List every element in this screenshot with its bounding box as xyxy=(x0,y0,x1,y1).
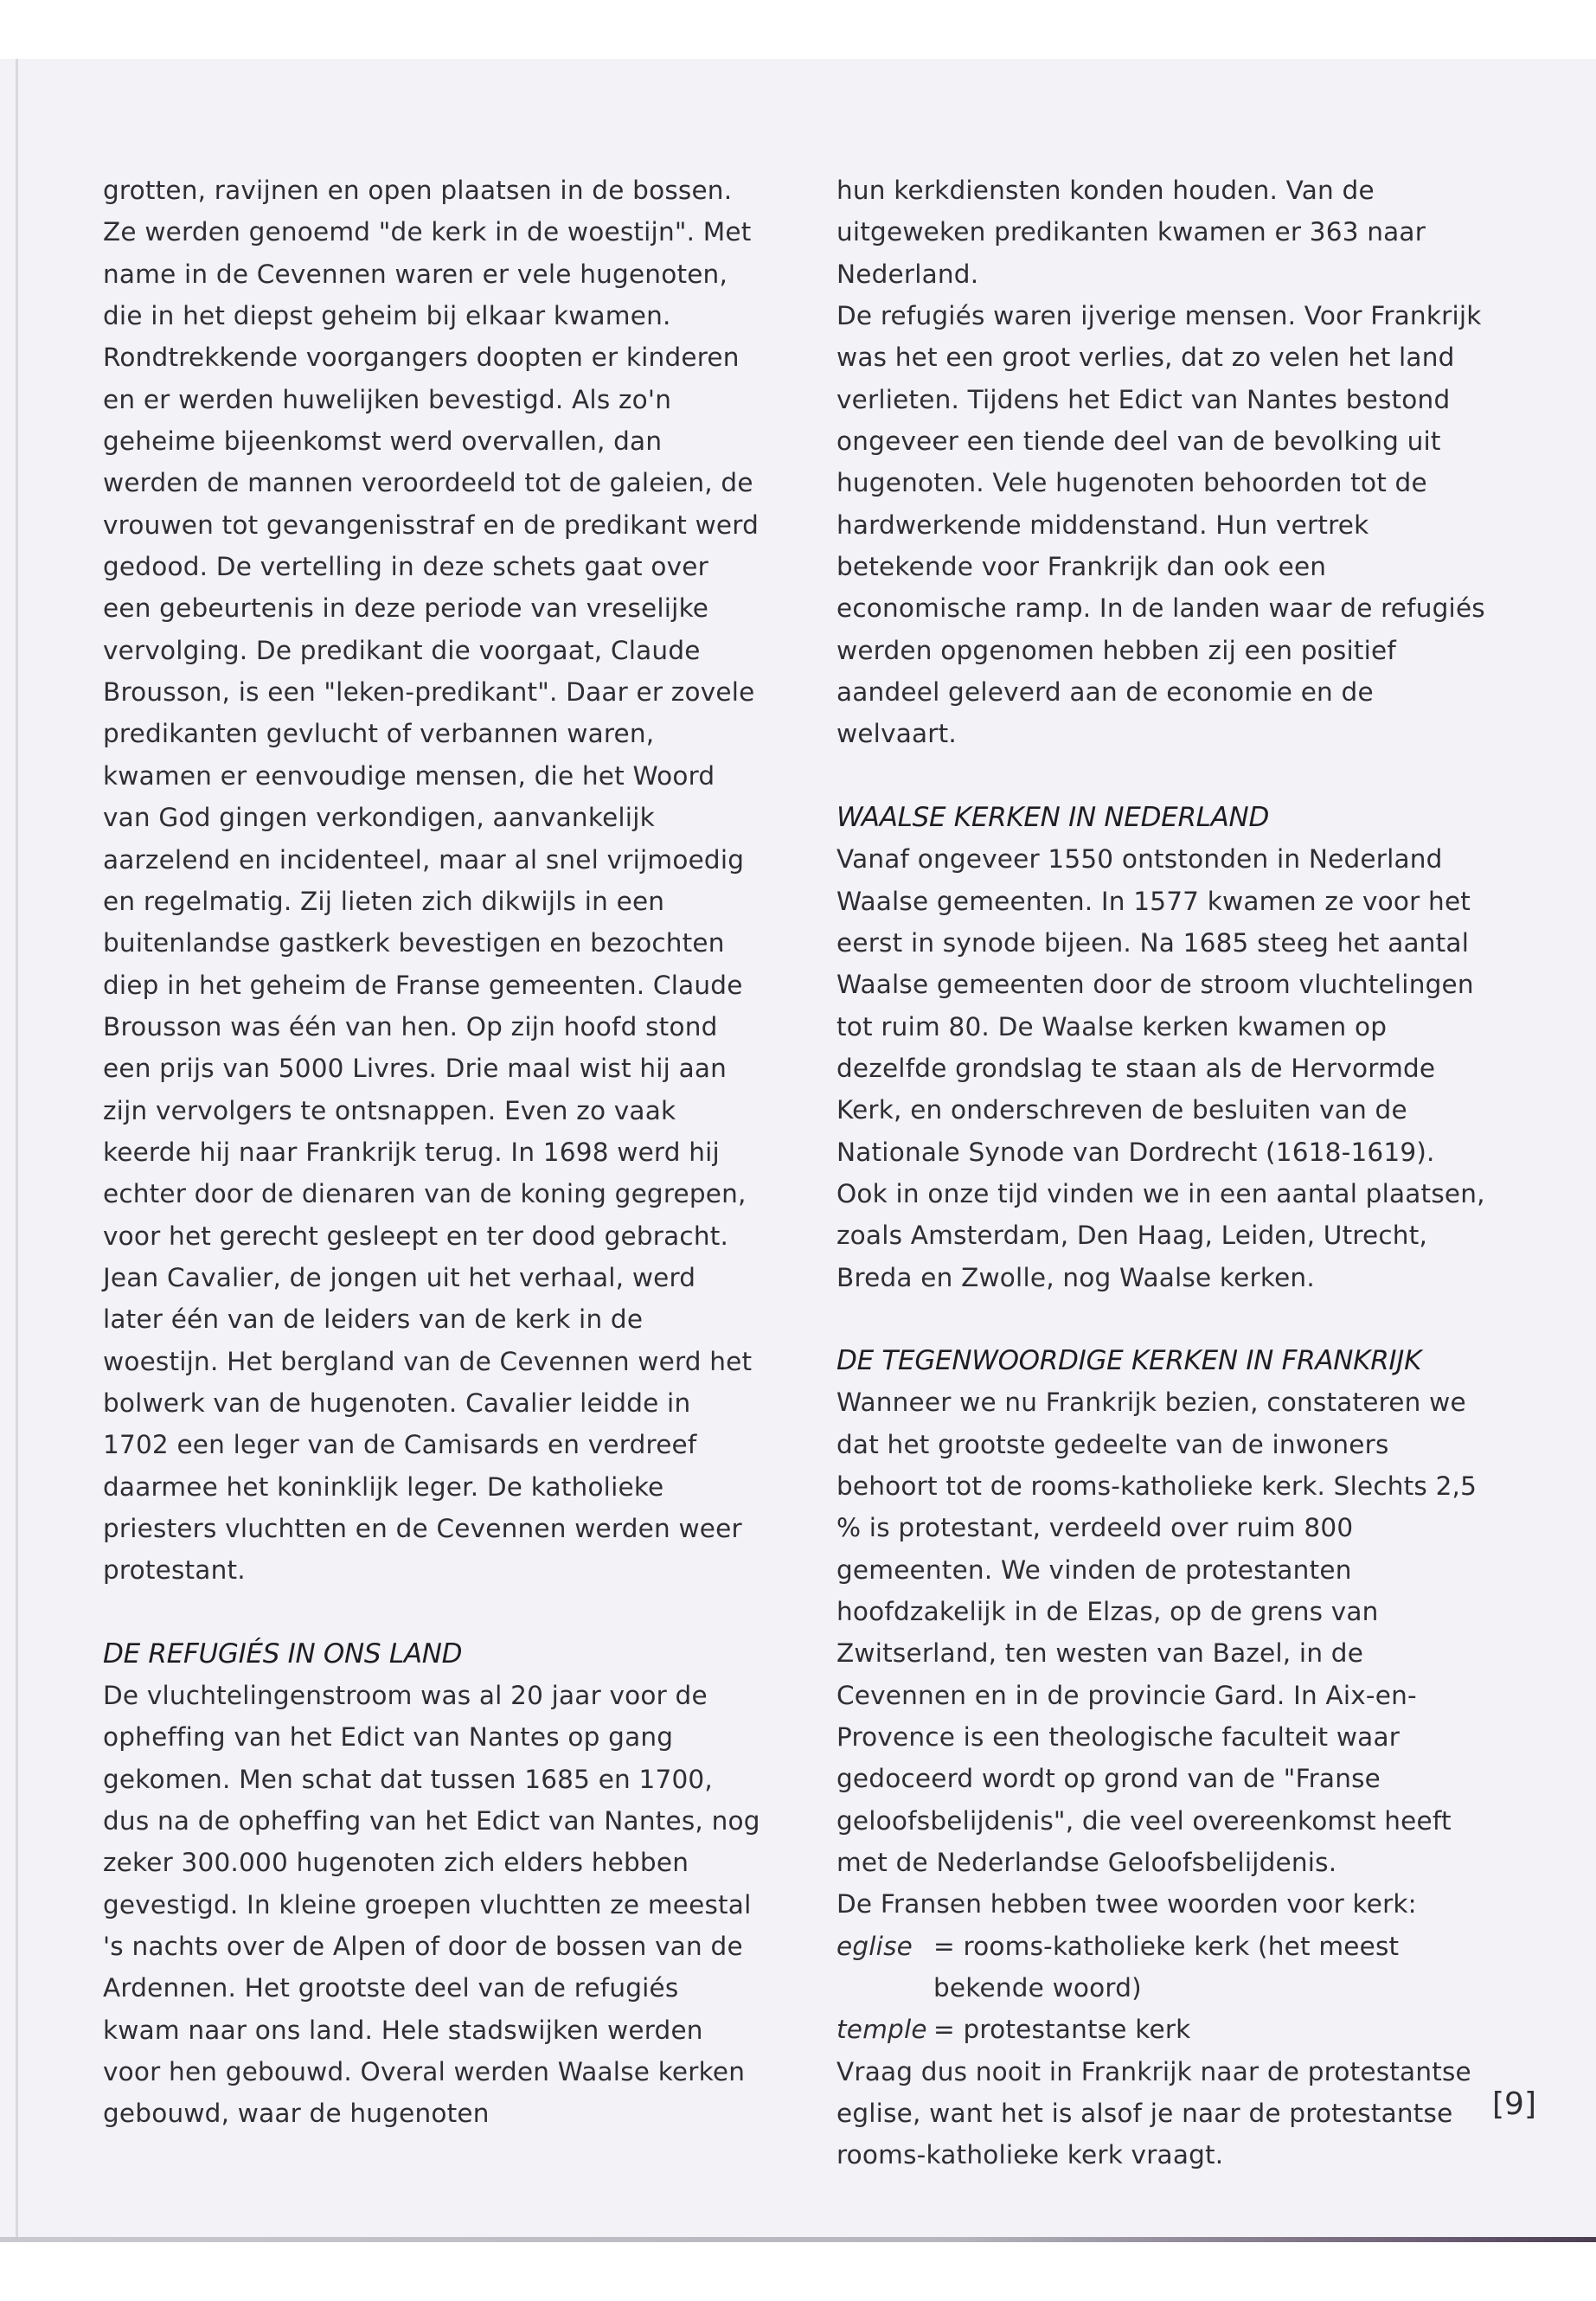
page-number: [9] xyxy=(1492,2086,1536,2122)
definition-meaning: = rooms-katholieke kerk (het meest bekende woord) xyxy=(933,1931,1400,2003)
refugies-paragraph: De vluchtelingenstroom was al 20 jaar voor de opheffing van het Edict van Nantes op gang gekomen. Men schat dat tussen 1685 en 1700, dus na de opheffing van het Edict van Nantes, nog zeker 300.000 hugenoten zich elders hebben gevestigd. In kleine groepen vluchtten ze meestal 's nachts over de Alpen of door de bossen van de Ardennen. Het grootste deel van de refugiés kwam naar ons land. Hele stadswijken werden voor hen gebouwd. Overal werden Waalse kerken gebouwd, waar de hugenoten xyxy=(103,1681,760,2129)
intro-paragraph: grotten, ravijnen en open plaatsen in de bossen. Ze werden genoemd "de kerk in de woestijn". Met name in de Cevennen waren er vele hugenoten, die in het diepst geheim bij elkaar kwamen. Rondtrekkende voorgangers doopten er kinderen en er werden huwelijken bevestigd. Als zo'n geheime bijeenkomst werd overvallen, dan werden de mannen veroordeeld tot de galeien, de vrouwen tot gevangenisstraf en de predikant werd gedood. De vertelling in deze schets gaat over een gebeurtenis in deze periode van vreselijke vervolging. De predikant die voorgaat, Claude Brousson, is een "leken-predikant". Daar er zovele predikanten gevlucht of verbannen waren, kwamen er eenvoudige mensen, die het Woord van God gingen verkondigen, aanvankelijk aarzelend en incidenteel, maar al snel vrijmoedig en regelmatig. Zij lieten zich dikwijls in een buitenlandse gastkerk bevestigen en bezochten diep in het geheim de Franse gemeenten. Claude Brousson was één van hen. Op zijn hoofd stond een prijs van 5000 Livres. Drie maal wist hij aan zijn vervolgers te ontsnappen. Even zo vaak keerde hij naar Frankrijk terug. In 1698 werd hij echter door de dienaren van de koning gegrepen, voor het gerecht gesleept en ter dood gebracht. xyxy=(103,176,759,1251)
definition-eglise xyxy=(836,1926,1494,2009)
waalse-paragraph: Vanaf ongeveer 1550 ontstonden in Nederland Waalse gemeenten. In 1577 kwamen ze voor het eerst in synode bijeen. Na 1685 steeg het aantal Waalse gemeenten door de stroom vluchtelingen tot ruim 80. De Waalse kerken kwamen op dezelfde grondslag te staan als de Hervormde Kerk, en onderschreven de besluiten van de Nationale Synode van Dordrecht (1618-1619). Ook in onze tijd vinden we in een aantal plaatsen, zoals Amsterdam, Den Haag, Leiden, Utrecht, Breda en Zwolle, nog Waalse kerken. xyxy=(836,844,1485,1292)
definition-temple xyxy=(836,2009,1494,2050)
section-spacer xyxy=(836,755,1494,797)
frankrijk-heading: DE TEGENWOORDIGE KERKEN IN FRANKRIJK xyxy=(836,1344,1422,1376)
definition-term: temple xyxy=(836,2015,927,2045)
section-spacer xyxy=(103,1592,760,1633)
continuation-paragraph: hun kerkdiensten konden houden. Van de uitgeweken predikanten kwamen er 363 naar Nederland. xyxy=(836,176,1426,289)
definition-meaning: = protestantse kerk xyxy=(933,2015,1191,2045)
definition-term: eglise xyxy=(836,1931,913,1961)
page-bottom-edge xyxy=(0,2237,1596,2242)
page-spine xyxy=(16,59,18,2237)
refugies-heading: DE REFUGIÉS IN ONS LAND xyxy=(103,1638,463,1670)
right-column xyxy=(836,170,1494,2176)
frankrijk-paragraph: Wanneer we nu Frankrijk bezien, constateren we dat het grootste gedeelte van de inwoners behoort tot de rooms-katholieke kerk. Slechts 2,5 % is protestant, verdeeld over ruim 800 gemeenten. We vinden de protestanten hoofdzakelijk in de Elzas, op de grens van Zwitserland, ten westen van Bazel, in de Cevennen en in de provincie Gard. In Aix-en-Provence is een theologische faculteit waar gedoceerd wordt op grond van de "Franse geloofsbelijdenis", die veel overeenkomst heeft met de Nederlandse Geloofsbelijdenis. xyxy=(836,1388,1477,1878)
cavalier-paragraph: Jean Cavalier, de jongen uit het verhaal, werd later één van de leiders van de kerk in de woestijn. Het bergland van de Cevennen werd het bolwerk van de hugenoten. Cavalier leidde in 1702 een leger van de Camisards en verdreef daarmee het koninklijk leger. De katholieke priesters vluchtten en de Cevennen werden weer protestant. xyxy=(103,1262,753,1586)
waalse-heading: WAALSE KERKEN IN NEDERLAND xyxy=(836,801,1270,833)
closing-paragraph: Vraag dus nooit in Frankrijk naar de protestantse eglise, want het is alsof je naar de protestantse rooms-katholieke kerk vraagt. xyxy=(836,2056,1471,2170)
section-spacer xyxy=(836,1298,1494,1340)
refugies-ijverig-paragraph: De refugiés waren ijverige mensen. Voor Frankrijk was het een groot verlies, dat zo velen het land verlieten. Tijdens het Edict van Nantes bestond ongeveer een tiende deel van de bevolking uit hugenoten. Vele hugenoten behoorden tot de hardwerkende middenstand. Hun vertrek betekende voor Frankrijk dan ook een economische ramp. In de landen waar de refugiés werden opgenomen hebben zij een positief aandeel geleverd aan de economie en de welvaart. xyxy=(836,301,1485,749)
woorden-intro: De Fransen hebben twee woorden voor kerk: xyxy=(836,1889,1417,1920)
left-column xyxy=(103,170,760,2135)
